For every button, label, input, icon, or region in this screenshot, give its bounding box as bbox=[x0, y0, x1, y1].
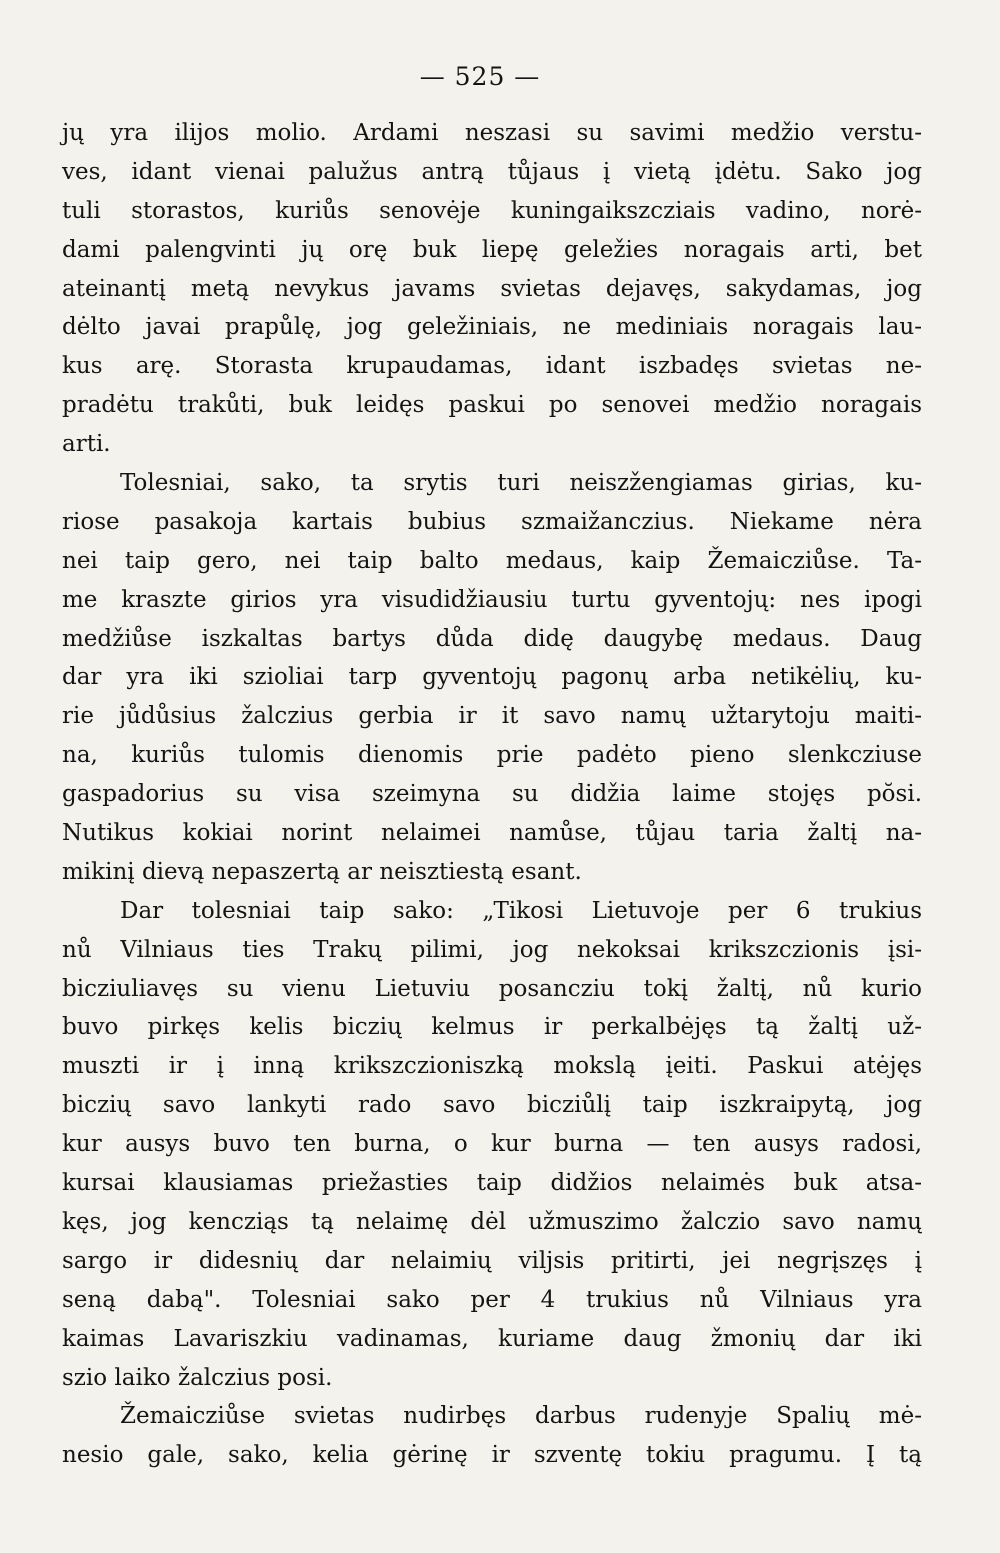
text-line: biczių savo lankyti rado savo bicziůlį taip iszkraipytą, jog bbox=[62, 1092, 922, 1119]
text-line: dar yra iki szioliai tarp gyventojų pagonų arba netikėlių, ku- bbox=[62, 664, 922, 691]
text-line: kęs, jog kencziąs tą nelaimę dėl užmuszimo žalczio savo namų bbox=[62, 1208, 922, 1235]
page-number: — 525 — bbox=[419, 62, 541, 91]
text-line: ateinantį metą nevykus javams svietas dejavęs, sakydamas, jog bbox=[62, 275, 922, 302]
text-line: na, kuriůs tulomis dienomis prie padėto pieno slenkcziuse bbox=[62, 742, 922, 769]
text-line: bicziuliavęs su vienu Lietuviu posancziu tokį žaltį, nů kurio bbox=[62, 975, 922, 1002]
text-line: sargo ir didesnių dar nelaimių viljsis pritirti, jei negrįszęs į bbox=[62, 1247, 922, 1274]
text-line: nei taip gero, nei taip balto medaus, kaip Žemaicziůse. Ta- bbox=[62, 547, 922, 574]
text-line: medžiůse iszkaltas bartys důda didę daugybę medaus. Daug bbox=[62, 625, 922, 652]
text-line: Nutikus kokiai norint nelaimei namůse, tůjau taria žaltį na- bbox=[62, 820, 922, 847]
text-line: dėlto javai prapůlę, jog geležiniais, ne mediniais noragais lau- bbox=[62, 314, 922, 341]
text-line: Dar tolesniai taip sako: „Tikosi Lietuvoje per 6 trukius bbox=[120, 897, 922, 924]
text-line: pradėtu trakůti, buk leidęs paskui po senovei medžio noragais bbox=[62, 392, 922, 419]
text-line: riose pasakoja kartais bubius szmaižanczius. Niekame nėra bbox=[62, 508, 922, 535]
text-line: tuli storastos, kuriůs senovėje kuningaikszcziais vadino, norė- bbox=[62, 197, 922, 224]
text-line: mikinį dievą nepaszertą ar neisztiestą esant. bbox=[62, 858, 582, 885]
text-line: gaspadorius su visa szeimyna su didžia laime stojęs pŏsi. bbox=[62, 781, 922, 808]
text-line: szio laiko žalczius posi. bbox=[62, 1364, 333, 1391]
text-line: dami palengvinti jų orę buk liepę geležies noragais arti, bet bbox=[62, 236, 922, 263]
text-line: nů Vilniaus ties Trakų pilimi, jog nekoksai krikszczionis įsi- bbox=[62, 936, 922, 963]
text-line: muszti ir į inną krikszczioniszką mokslą įeiti. Paskui atėjęs bbox=[62, 1053, 922, 1080]
text-line: buvo pirkęs kelis biczių kelmus ir perkalbėjęs tą žaltį už- bbox=[62, 1014, 922, 1041]
text-line: rie jůdůsius žalczius gerbia ir it savo namų užtarytoju maiti- bbox=[62, 703, 922, 730]
text-line: Žemaicziůse svietas nudirbęs darbus rudenyje Spalių mė- bbox=[120, 1403, 922, 1430]
text-line: kus arę. Storasta krupaudamas, idant iszbadęs svietas ne- bbox=[62, 353, 922, 380]
text-line: nesio gale, sako, kelia gėrinę ir szventę tokiu pragumu. Į tą bbox=[62, 1442, 922, 1469]
text-line: kursai klausiamas priežasties taip didžios nelaimės buk atsa- bbox=[62, 1170, 922, 1197]
body-text bbox=[62, 114, 922, 1475]
text-line: ves, idant vienai palužus antrą tůjaus į vietą įdėtu. Sako jog bbox=[62, 158, 922, 185]
text-line: Tolesniai, sako, ta srytis turi neiszžengiamas girias, ku- bbox=[120, 470, 922, 497]
text-line: arti. bbox=[62, 431, 111, 458]
text-line: jų yra ilijos molio. Ardami neszasi su savimi medžio verstu- bbox=[62, 120, 922, 146]
text-line: kur ausys buvo ten burna, o kur burna — ten ausys radosi, bbox=[62, 1131, 922, 1158]
text-line: me kraszte girios yra visudidžiausiu turtu gyventojų: nes ipogi bbox=[62, 586, 922, 613]
text-line: kaimas Lavariszkiu vadinamas, kuriame daug žmonių dar iki bbox=[62, 1325, 922, 1352]
text-line: seną dabą". Tolesniai sako per 4 trukius nů Vilniaus yra bbox=[62, 1286, 922, 1313]
